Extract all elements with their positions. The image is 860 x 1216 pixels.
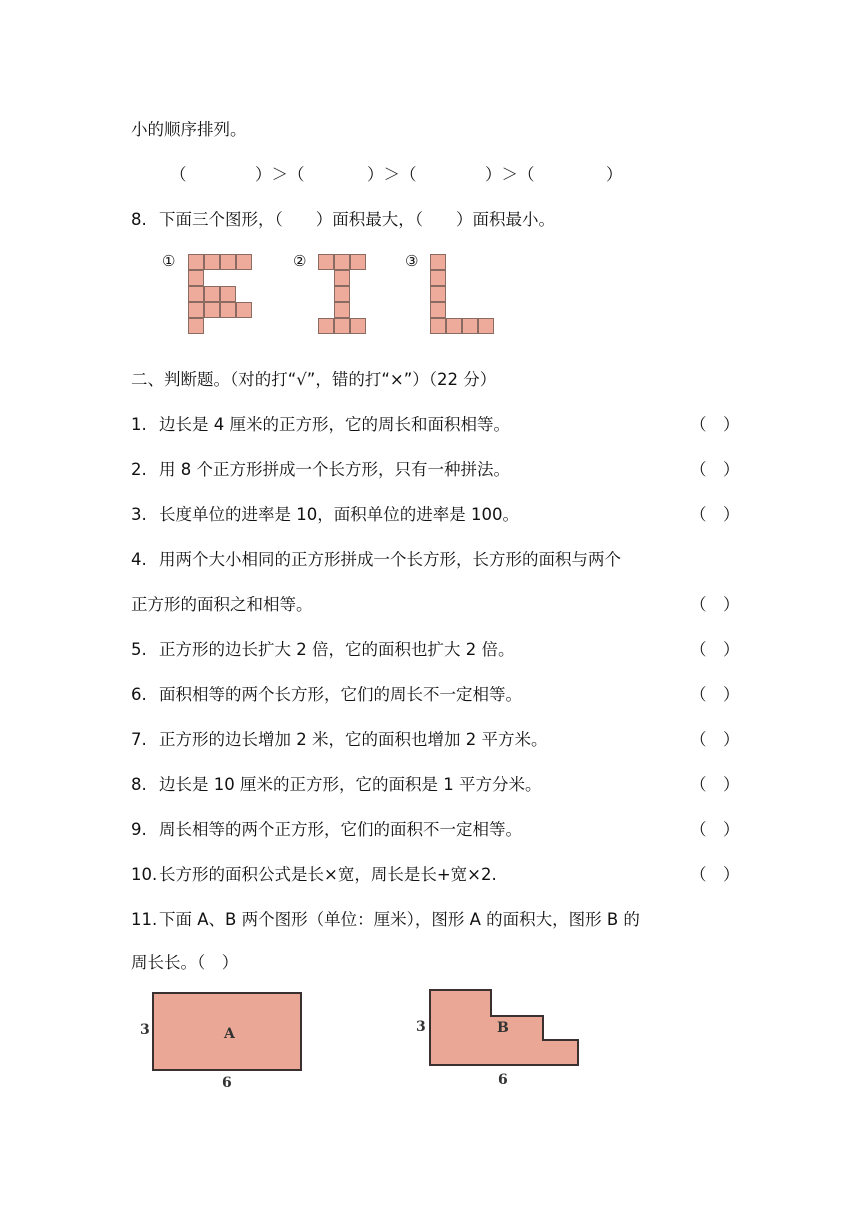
answer-paren-7[interactable]: （ ） [690,730,740,749]
answer-paren-5[interactable]: （ ） [690,640,740,659]
grid-square [462,318,478,334]
grid-square [430,302,446,318]
item-text: 长度单位的进率是 10，面积单位的进率是 100。 [159,505,519,524]
answer-paren-1[interactable]: （ ） [690,415,740,434]
shape-a-label: A [224,1026,235,1042]
judge-item-9 [131,816,522,840]
grid-square [220,254,236,270]
grid-square [334,286,350,302]
item-number: 7. [131,730,147,749]
judge-item-4-continued: 正方形的面积之和相等。 [131,595,313,614]
order-blank-0[interactable]: （ [170,165,187,184]
grid-square [350,254,366,270]
item-number: 4. [131,550,147,569]
order-blank-2[interactable]: ）＞（ [367,165,417,184]
judge-item-11 [131,906,640,930]
judge-item-6 [131,681,522,705]
figure-2-label: ② [293,252,307,270]
judge-item-11-continued: 周长长。（ ） [131,953,239,972]
item-text: 正方形的边长扩大 2 倍，它的面积也扩大 2 倍。 [159,640,515,659]
item-number: 6. [131,685,147,704]
answer-paren-3[interactable]: （ ） [690,505,740,524]
item-text: 周长相等的两个正方形，它们的面积不一定相等。 [159,820,522,839]
judge-item-10 [131,861,497,885]
shape-b-width-label: 6 [498,1072,508,1088]
grid-square [220,286,236,302]
judge-item-4 [131,546,621,570]
grid-square [204,302,220,318]
item-text: 边长是 4 厘米的正方形，它的周长和面积相等。 [159,415,510,434]
grid-square [188,286,204,302]
item-number: 5. [131,640,147,659]
item-number: 3. [131,505,147,524]
grid-square [188,318,204,334]
judge-item-3 [131,501,519,525]
item-text: 用两个大小相同的正方形拼成一个长方形，长方形的面积与两个 [159,550,621,569]
shape-b-height-label: 3 [416,1019,426,1035]
item-text: 面积相等的两个长方形，它们的周长不一定相等。 [159,685,522,704]
grid-square [446,318,462,334]
order-blank-3[interactable]: ）＞（ [485,165,535,184]
judge-item-1 [131,411,510,435]
order-blank-1[interactable]: ）＞（ [255,165,305,184]
grid-square [188,302,204,318]
shape-a-width-label: 6 [222,1075,232,1091]
answer-paren-2[interactable]: （ ） [690,460,740,479]
answer-paren-6[interactable]: （ ） [690,685,740,704]
grid-square [318,254,334,270]
grid-square [430,318,446,334]
grid-square [430,270,446,286]
grid-square [350,318,366,334]
item-number: 1. [131,415,147,434]
grid-square [188,270,204,286]
item-text: 用 8 个正方形拼成一个长方形，只有一种拼法。 [159,460,510,479]
grid-square [334,318,350,334]
grid-square [236,302,252,318]
question-text: 下面三个图形，（ ）面积最大，（ ）面积最小。 [159,210,555,229]
grid-square [188,254,204,270]
grid-square [220,302,236,318]
item-number: 9. [131,820,147,839]
item-text: 边长是 10 厘米的正方形，它的面积是 1 平方分米。 [159,775,542,794]
answer-paren-10[interactable]: （ ） [690,865,740,884]
question-number: 8. [131,210,147,229]
judge-item-2 [131,456,510,480]
grid-square [334,270,350,286]
shape-a-height-label: 3 [140,1022,150,1038]
item-number: 8. [131,775,147,794]
section-2-title: 二、判断题。（对的打“√”，错的打“×”）（22 分） [131,370,497,389]
figure-1-label: ① [162,252,176,270]
grid-square [334,302,350,318]
item-text: 正方形的边长增加 2 米，它的面积也增加 2 平方米。 [159,730,548,749]
answer-paren-8[interactable]: （ ） [690,775,740,794]
figure-3-label: ③ [405,252,419,270]
grid-square [204,286,220,302]
item-text: 长方形的面积公式是长×宽，周长是长+宽×2. [159,865,497,884]
judge-item-7 [131,726,547,750]
answer-paren-9[interactable]: （ ） [690,820,740,839]
shape-b-label: B [497,1020,509,1036]
item-number: 10. [131,865,158,884]
answer-paren-4[interactable]: （ ） [690,595,740,614]
judge-item-8 [131,771,541,795]
order-blank-4[interactable]: ） [606,165,623,184]
grid-square [204,254,220,270]
item-number: 2. [131,460,147,479]
judge-item-5 [131,636,514,660]
grid-square [430,286,446,302]
intro-line: 小的顺序排列。 [131,120,247,139]
grid-square [334,254,350,270]
item-number: 11. [131,910,158,929]
item-text: 下面 A、B 两个图形（单位：厘米），图形 A 的面积大，图形 B 的 [159,910,640,929]
grid-square [318,318,334,334]
question-8 [131,206,555,230]
grid-square [478,318,494,334]
grid-square [430,254,446,270]
grid-square [236,254,252,270]
